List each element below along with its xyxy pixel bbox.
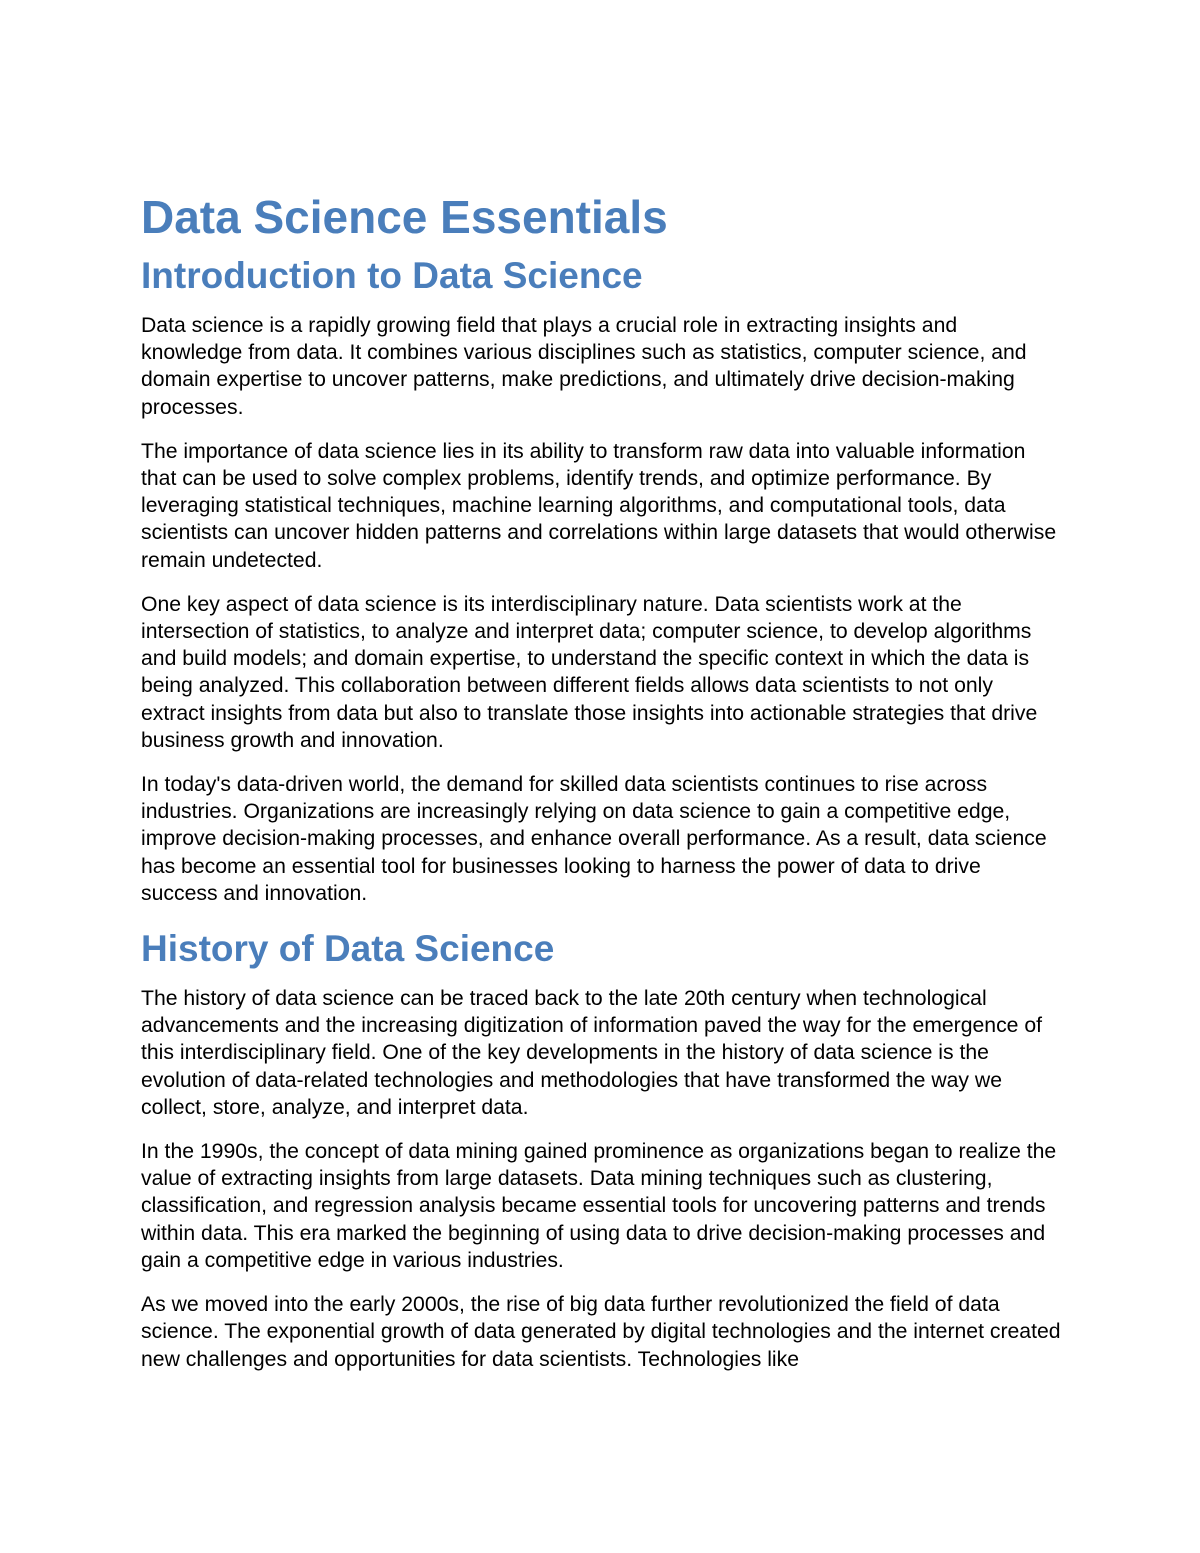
section-history xyxy=(141,927,1061,1373)
paragraph: As we moved into the early 2000s, the rise of big data further revolutionized the field of data science. The exponential growth of data generated by digital technologies and the internet created new challenges and opportunities for data scientists. Technologies like xyxy=(141,1293,1061,1371)
section-heading: History of Data Science xyxy=(141,928,555,970)
paragraph: Data science is a rapidly growing field that plays a crucial role in extracting insights and knowledge from data. It combines various disciplines such as statistics, computer science, and domain expertise to uncover patterns, make predictions, and ultimately drive decision-making processes. xyxy=(141,314,1027,419)
paragraph: In the 1990s, the concept of data mining gained prominence as organizations began to realize the value of extracting insights from large datasets. Data mining techniques such as clustering, classification, and regression analysis became essential tools for uncovering patterns and trends within data. This era marked the beginning of using data to drive decision-making processes and gain a competitive edge in various industries. xyxy=(141,1140,1057,1272)
paragraph: One key aspect of data science is its interdisciplinary nature. Data scientists work at the intersection of statistics, to analyze and interpret data; computer science, to develop algorithms and build models; and domain expertise, to understand the specific context in which the data is being analyzed. This collaboration between different fields allows data scientists to not only extract insights from data but also to translate those insights into actionable strategies that drive business growth and innovation. xyxy=(141,592,1038,752)
paragraph: The importance of data science lies in its ability to transform raw data into valuable information that can be used to solve complex problems, identify trends, and optimize performance. By leveraging statistical techniques, machine learning algorithms, and computational tools, data scientists can uncover hidden patterns and correlations within large datasets that would otherwise remain undetected. xyxy=(141,439,1057,572)
paragraph: The history of data science can be traced back to the late 20th century when technological advancements and the increasing digitization of information paved the way for the emergence of this interdisciplinary field. One of the key developments in the history of data science is the evolution of data-related technologies and methodologies that have transformed the way we collect, store, analyze, and interpret data. xyxy=(141,987,1043,1119)
section-heading: Introduction to Data Science xyxy=(141,255,643,296)
document-title: Data Science Essentials xyxy=(141,191,668,243)
section-introduction xyxy=(141,254,1061,907)
document-page xyxy=(141,189,1061,1373)
paragraph: In today's data-driven world, the demand for skilled data scientists continues to rise across industries. Organizations are increasingly relying on data science to gain a competitive edge, improve decision-making processes, and enhance overall performance. As a result, data science has become an essential tool for businesses looking to harness the power of data to drive success and innovation. xyxy=(141,773,1047,905)
